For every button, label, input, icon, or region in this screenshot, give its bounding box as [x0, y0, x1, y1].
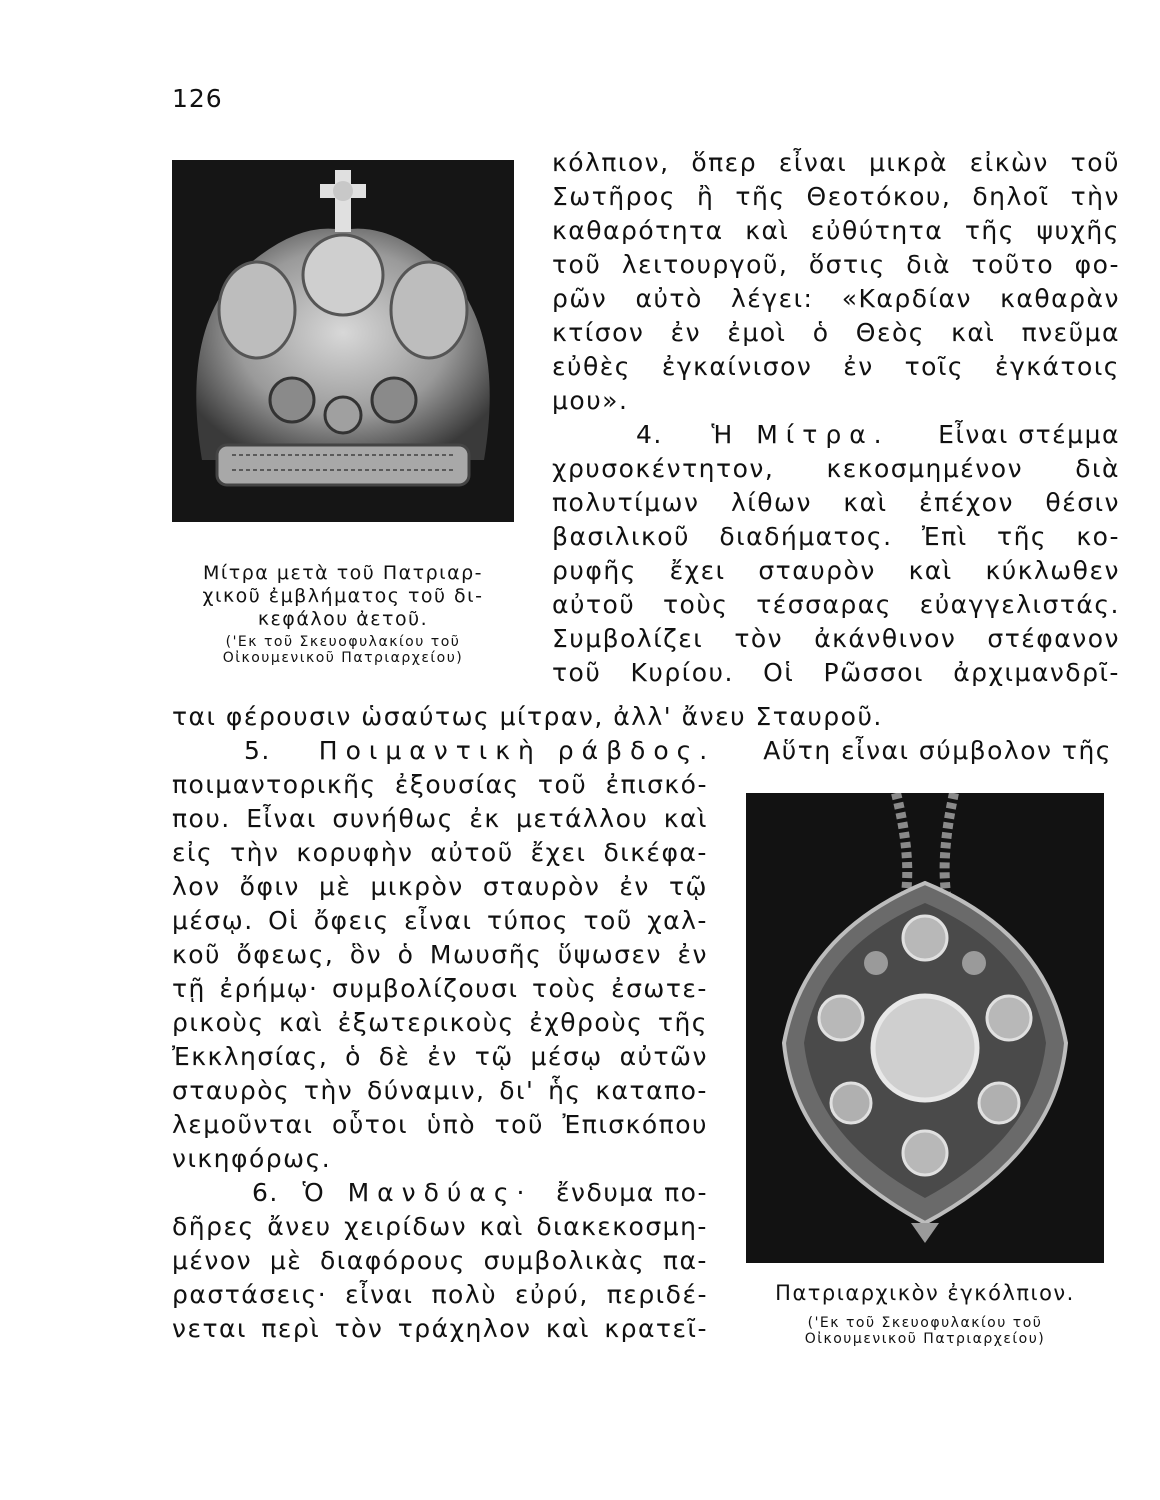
- text-line: [552, 486, 1120, 520]
- text-line: [172, 904, 708, 938]
- word: ὅπερ: [691, 148, 758, 177]
- word: πνεῦμα: [1021, 318, 1120, 347]
- mitre-source-line: ('Εκ τοῦ Σκευοφυλακίου τοῦ: [225, 634, 461, 650]
- word: πα-: [662, 1246, 708, 1275]
- word: ἔχει: [530, 838, 587, 867]
- text-line: [172, 836, 708, 870]
- word: μετάλλου: [516, 804, 649, 833]
- text-line: ται φέρουσιν ὡσαύτως μίτραν, ἀλλ' ἄνευ Σταυροῦ.: [172, 702, 883, 731]
- word: ἀρχιμανδρῖ-: [953, 658, 1120, 687]
- word: Κυρίου.: [630, 658, 734, 687]
- encolpion-caption: [740, 1282, 1110, 1347]
- word: τοὺς: [532, 974, 598, 1003]
- word: τὴν: [230, 838, 280, 867]
- word: ἐν: [843, 352, 874, 381]
- word: σταυρὸν: [482, 872, 601, 901]
- word: τὴν: [303, 1076, 354, 1105]
- word: Συμβολίζει: [552, 624, 704, 653]
- text-line: [172, 1108, 708, 1142]
- word: κρατεῖ-: [604, 1314, 708, 1343]
- word: καὶ: [908, 556, 953, 585]
- word: καθαρὰν: [1000, 284, 1120, 313]
- word: λον: [172, 872, 221, 901]
- word: δι': [499, 1076, 535, 1105]
- text-line: [552, 146, 1120, 180]
- word: τὴν: [1070, 182, 1120, 211]
- word: ρυφῆς: [552, 556, 637, 585]
- word: κοῦ: [172, 940, 221, 969]
- text-line: [552, 316, 1120, 350]
- rabdos-heading-line: [172, 734, 1112, 768]
- word: πολυτίμων: [552, 488, 700, 517]
- word: χαλ-: [647, 906, 708, 935]
- word: τύπος: [486, 906, 569, 935]
- encolpion-caption-title: Πατριαρχικὸν ἐγκόλπιον.: [775, 1281, 1075, 1305]
- word: δύναμιν,: [367, 1076, 486, 1105]
- word: Ἐκκλησίας,: [172, 1042, 329, 1071]
- word: περιδέ-: [606, 1280, 708, 1309]
- word: μένον: [172, 1246, 253, 1275]
- word: ὄφιν: [239, 872, 300, 901]
- word: τῇ: [172, 974, 206, 1003]
- mitra-heading: Ἡ Μίτρα.: [711, 420, 890, 449]
- word: αὐτοῦ: [552, 590, 636, 619]
- word: Μωυσῆς: [429, 940, 543, 969]
- word: ὑπὸ: [426, 1110, 477, 1139]
- word: δικέφα-: [603, 838, 708, 867]
- word: καὶ: [745, 216, 790, 245]
- mandyas-heading-rest: ἔνδυμα πο-: [556, 1178, 708, 1207]
- word: μικρὰ: [869, 148, 948, 177]
- word: διακεκοσμη-: [536, 1212, 708, 1241]
- word: ἐσωτε-: [611, 974, 708, 1003]
- encolpion-source-line: ('Εκ τοῦ Σκευοφυλακίου τοῦ: [807, 1315, 1043, 1331]
- text-line: νικηφόρως.: [172, 1144, 332, 1173]
- rabdos-heading-number: 5.: [244, 736, 271, 765]
- encolpion-illustration: [746, 793, 1104, 1263]
- text-line: [552, 588, 1120, 622]
- word: Ἐπισκόπου: [562, 1110, 708, 1139]
- text-line: [172, 938, 708, 972]
- word: πολὺ: [431, 1280, 498, 1309]
- word: λειτουργοῦ,: [621, 250, 789, 279]
- text-line: [552, 622, 1120, 656]
- text-line: [552, 452, 1120, 486]
- text-line: [552, 248, 1120, 282]
- word: κύκλωθεν: [985, 556, 1120, 585]
- text-line: [172, 972, 708, 1006]
- word: λεμοῦνται: [172, 1110, 314, 1139]
- word: τῆς: [735, 182, 786, 211]
- word: εἰς: [172, 838, 214, 867]
- word: συμβολικὰς: [483, 1246, 646, 1275]
- word: καὶ: [663, 804, 708, 833]
- word: καὶ: [843, 488, 888, 517]
- text-line: μου».: [552, 386, 629, 415]
- word: διὰ: [1075, 454, 1120, 483]
- text-line: [172, 870, 708, 904]
- word: κτίσον: [552, 318, 645, 347]
- word: αὐτῶν: [619, 1042, 708, 1071]
- page-number: 126: [172, 84, 223, 113]
- text-line: [172, 768, 708, 802]
- word: ὄφεως,: [236, 940, 335, 969]
- mitra-heading-number: 4.: [636, 420, 663, 449]
- word: «Καρδίαν: [841, 284, 972, 313]
- word: μὲ: [318, 872, 352, 901]
- word: τὸν: [734, 624, 784, 653]
- word: τέσσαρας: [756, 590, 892, 619]
- word: ἐξωτερικοὺς: [337, 1008, 515, 1037]
- word: εὐρύ,: [515, 1280, 589, 1309]
- encolpion-photo: [746, 793, 1104, 1263]
- word: ἐγκαίνισον: [661, 352, 813, 381]
- word: τοῦ: [537, 770, 588, 799]
- text-line: [172, 1006, 708, 1040]
- text-line: [172, 1074, 708, 1108]
- text-line: [172, 1210, 708, 1244]
- word: τοῦ: [552, 658, 602, 687]
- text-line: [552, 350, 1120, 384]
- word: ὅστις: [808, 250, 886, 279]
- word: ἐν: [619, 872, 650, 901]
- word: ὁ: [812, 318, 830, 347]
- word: σταυρὸν: [758, 556, 876, 585]
- word: δηλοῖ: [972, 182, 1050, 211]
- word: ἐν: [427, 1042, 458, 1071]
- word: κόλπιον,: [552, 148, 670, 177]
- word: ρῶν: [552, 284, 608, 313]
- word: Σωτῆρος: [552, 182, 676, 211]
- word: βασιλικοῦ: [552, 522, 690, 551]
- word: ὄφεις: [313, 906, 390, 935]
- word: στέφανον: [987, 624, 1120, 653]
- word: αὐτοῦ: [430, 838, 514, 867]
- word: ἐχθροὺς: [529, 1008, 644, 1037]
- word: διαδήματος.: [719, 522, 893, 551]
- word: ραστάσεις·: [172, 1280, 328, 1309]
- word: μέσῳ.: [172, 906, 254, 935]
- mitra-heading-rest: Εἶναι στέμμα: [938, 420, 1120, 449]
- word: λίθων: [730, 488, 812, 517]
- word: τοὺς: [662, 590, 729, 619]
- word: χειρίδων: [344, 1212, 468, 1241]
- word: ἐπέχον: [919, 488, 1014, 517]
- word: εὐθύτητα: [811, 216, 944, 245]
- mandyas-heading-number: 6.: [252, 1178, 279, 1207]
- word: τοῦ: [583, 906, 633, 935]
- word: τῆς: [657, 1008, 708, 1037]
- word: θέσιν: [1045, 488, 1120, 517]
- word: δὲ: [378, 1042, 411, 1071]
- word: ὕψωσεν: [557, 940, 662, 969]
- word: μέσῳ: [530, 1042, 603, 1071]
- mitre-photo: [172, 160, 514, 530]
- text-line: [172, 1312, 708, 1346]
- word: σταυρὸς: [172, 1076, 291, 1105]
- word: ἐν: [677, 940, 708, 969]
- word: καὶ: [479, 1212, 524, 1241]
- mitre-source-line: Οἰκουμενικοῦ Πατριαρχείου): [222, 650, 464, 666]
- word: ὁ: [345, 1042, 362, 1071]
- word: ἐρήμῳ·: [219, 974, 319, 1003]
- word: ἐπισκό-: [605, 770, 708, 799]
- word: ἄνευ: [267, 1212, 332, 1241]
- word: διὰ: [906, 250, 951, 279]
- mitre-caption-line: κεφάλου ἀετοῦ.: [257, 608, 429, 630]
- mandyas-heading-line: [172, 1176, 708, 1210]
- word: μικρὸν: [370, 872, 464, 901]
- word: ἔχει: [669, 556, 726, 585]
- word: Θεὸς: [855, 318, 925, 347]
- word: διαφόρους: [320, 1246, 466, 1275]
- mitre-illustration: [172, 160, 514, 530]
- text-line: [552, 180, 1120, 214]
- text-line: [552, 214, 1120, 248]
- word: Οἱ: [268, 906, 300, 935]
- body-text-full-width: [172, 700, 1112, 768]
- word: τοῦ: [1070, 148, 1120, 177]
- word: συνήθως: [332, 804, 454, 833]
- text-line: [172, 1278, 708, 1312]
- word: καθαρότητα: [552, 216, 724, 245]
- word: εἶναι: [404, 906, 473, 935]
- word: οὗτοι: [332, 1110, 409, 1139]
- word: κεκοσμημένον: [826, 454, 1024, 483]
- text-line: [552, 520, 1120, 554]
- text-line: [552, 656, 1120, 690]
- word: αὐτὸ: [635, 284, 703, 313]
- word: τοῦ: [552, 250, 602, 279]
- rabdos-heading: Ποιμαντικὴ ράβδος.: [318, 736, 716, 765]
- body-text-left-column: [172, 768, 708, 1346]
- word: εὐαγγελιστάς.: [919, 590, 1120, 619]
- word: ἐξουσίας: [394, 770, 520, 799]
- word: ἐν: [670, 318, 702, 347]
- word: καὶ: [545, 1314, 590, 1343]
- body-text-right-column: [552, 146, 1120, 690]
- word: καταπο-: [595, 1076, 708, 1105]
- word: δῆρες: [172, 1212, 255, 1241]
- word: κο-: [1076, 522, 1120, 551]
- text-line: [172, 1244, 708, 1278]
- rabdos-heading-rest: Αὕτη εἶναι σύμβολον τῆς: [763, 736, 1112, 765]
- word: Ρῶσσοι: [823, 658, 924, 687]
- text-line: [172, 802, 708, 836]
- word: Εἶναι: [246, 804, 317, 833]
- word: φο-: [1074, 250, 1120, 279]
- word: τοῦ: [494, 1110, 544, 1139]
- word: ὁ: [397, 940, 415, 969]
- word: ὃν: [349, 940, 383, 969]
- word: που.: [172, 804, 231, 833]
- word: ἢ: [697, 182, 715, 211]
- word: εἰκὼν: [969, 148, 1049, 177]
- word: Θεοτόκου,: [806, 182, 952, 211]
- word: περὶ: [261, 1314, 321, 1343]
- word: ἧς: [548, 1076, 582, 1105]
- word: ψυχῆς: [1036, 216, 1120, 245]
- word: τῷ: [474, 1042, 514, 1071]
- word: μὲ: [269, 1246, 303, 1275]
- word: ποιμαντορικῆς: [172, 770, 377, 799]
- word: τράχηλον: [397, 1314, 532, 1343]
- word: τῷ: [668, 872, 708, 901]
- mandyas-heading: Ὁ Μανδύας·: [302, 1178, 533, 1207]
- word: εἶναι: [778, 148, 848, 177]
- word: τοῦτο: [971, 250, 1055, 279]
- word: τῆς: [964, 216, 1015, 245]
- mitre-caption-line: Μίτρα μετὰ τοῦ Πατριαρ-: [202, 562, 484, 584]
- word: ἀκάνθινον: [814, 624, 957, 653]
- word: τῆς: [997, 522, 1048, 551]
- word: χρυσοκέντητον,: [552, 454, 775, 483]
- word: συμβολίζουσι: [332, 974, 519, 1003]
- word: ἐμοὶ: [727, 318, 787, 347]
- word: εἶναι: [345, 1280, 414, 1309]
- word: νεται: [172, 1314, 247, 1343]
- mitre-caption-line: χικοῦ ἐμβλήματος τοῦ δι-: [202, 585, 484, 607]
- text-line: [552, 282, 1120, 316]
- word: Ἐπὶ: [921, 522, 968, 551]
- word: εὐθὲς: [552, 352, 631, 381]
- text-line: [172, 1040, 708, 1074]
- encolpion-source-line: Οἰκουμενικοῦ Πατριαρχείου): [804, 1331, 1046, 1347]
- text-line: [552, 554, 1120, 588]
- word: κορυφὴν: [296, 838, 414, 867]
- word: ρικοὺς: [172, 1008, 265, 1037]
- word: λέγει:: [730, 284, 814, 313]
- word: Οἱ: [763, 658, 795, 687]
- word: ἐκ: [469, 804, 501, 833]
- word: ἐγκάτοις: [994, 352, 1120, 381]
- word: καὶ: [279, 1008, 324, 1037]
- word: τὸν: [334, 1314, 384, 1343]
- mitra-heading-line: [552, 418, 1120, 452]
- word: καὶ: [951, 318, 996, 347]
- word: τοῖς: [904, 352, 965, 381]
- mitre-caption: [172, 562, 514, 666]
